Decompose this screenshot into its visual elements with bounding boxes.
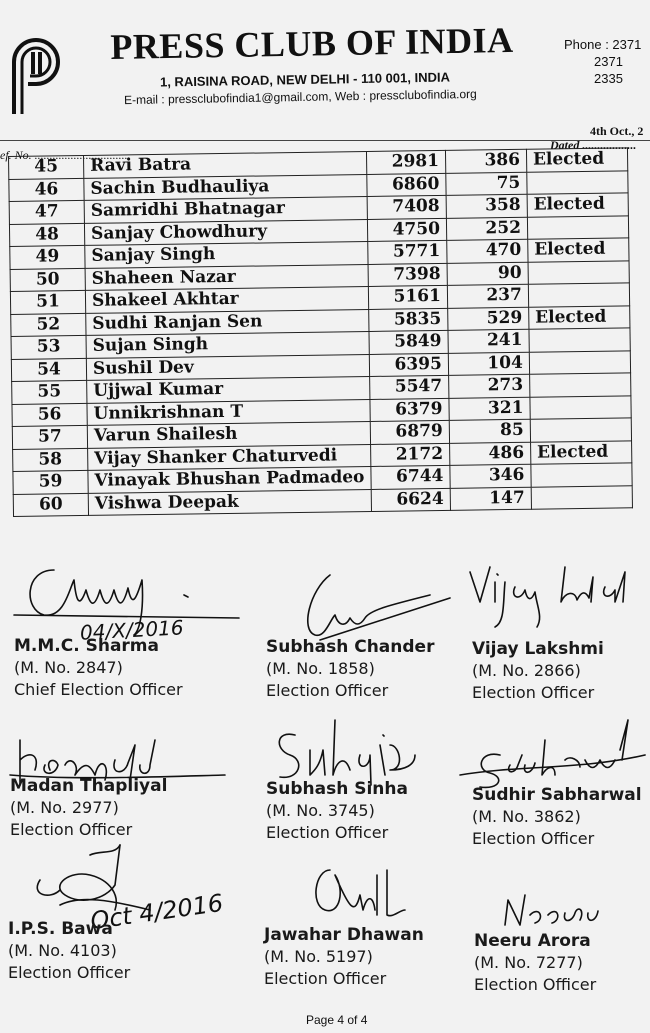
cell-votes: 273 — [449, 374, 530, 398]
cell-serial: 59 — [13, 470, 88, 494]
cell-member-no: 4750 — [367, 218, 446, 242]
cell-status — [529, 350, 630, 374]
club-title: PRESS CLUB OF INDIA — [110, 19, 514, 67]
cell-serial: 45 — [9, 155, 84, 179]
cell-serial: 55 — [12, 380, 87, 404]
cell-status — [530, 418, 631, 442]
cell-status — [528, 260, 629, 284]
officer-role: Election Officer — [472, 683, 595, 702]
results-table — [8, 147, 633, 517]
cell-candidate-name: Ujjwal Kumar — [87, 376, 370, 402]
officer-name: M.M.C. Sharma — [14, 636, 159, 656]
cell-status: Elected — [526, 148, 627, 172]
cell-serial: 50 — [10, 268, 85, 292]
cell-votes: 252 — [446, 217, 527, 241]
cell-status — [530, 395, 631, 419]
page-number: Page 4 of 4 — [306, 1013, 368, 1027]
cell-votes: 486 — [449, 442, 530, 466]
cell-serial: 60 — [13, 493, 88, 517]
cell-candidate-name: Ravi Batra — [83, 151, 366, 177]
phone-line-3: 2335 — [594, 71, 623, 86]
letter-date: 4th Oct., 2 — [590, 124, 644, 138]
results-table-body — [9, 148, 633, 517]
officer-subhash-chander — [266, 636, 434, 702]
officer-member-no: (M. No. 2977) — [10, 798, 119, 817]
cell-candidate-name: Sachin Budhauliya — [84, 174, 367, 200]
officer-name: Vijay Lakshmi — [472, 639, 604, 659]
officer-vijay-lakshmi — [472, 638, 604, 704]
cell-serial: 46 — [9, 178, 84, 202]
cell-member-no: 6395 — [369, 353, 448, 377]
cell-candidate-name: Varun Shailesh — [87, 421, 370, 447]
phone-line-1: Phone : 2371 — [564, 37, 642, 52]
cell-votes: 241 — [448, 329, 529, 353]
cell-member-no: 6379 — [370, 398, 449, 422]
cell-votes: 104 — [448, 352, 529, 376]
officer-name: I.P.S. Bawa — [8, 919, 113, 939]
cell-votes: 75 — [446, 172, 527, 196]
cell-candidate-name: Sanjay Chowdhury — [84, 219, 367, 245]
cell-candidate-name: Samridhi Bhatnagar — [84, 196, 367, 222]
officer-name: Subhash Sinha — [266, 779, 408, 799]
cell-member-no: 6624 — [371, 488, 450, 512]
officer-name: Sudhir Sabharwal — [472, 785, 642, 805]
signature-date-2: Oct 4/2016 — [88, 888, 225, 936]
cell-member-no: 5547 — [370, 375, 449, 399]
cell-votes: 346 — [450, 464, 531, 488]
officer-member-no: (M. No. 2847) — [14, 658, 123, 677]
cell-votes: 529 — [448, 307, 529, 331]
cell-member-no: 7398 — [368, 263, 447, 287]
cell-serial: 58 — [13, 448, 88, 472]
cell-member-no: 5161 — [368, 285, 447, 309]
dated-field: Dated .................. — [550, 138, 637, 152]
cell-serial: 53 — [11, 335, 86, 359]
cell-member-no: 6879 — [370, 420, 449, 444]
cell-serial: 49 — [10, 245, 85, 269]
officer-member-no: (M. No. 5197) — [264, 947, 373, 966]
cell-votes: 386 — [445, 149, 526, 173]
signature-date-1: 04/X/2016 — [79, 615, 185, 645]
officer-role: Chief Election Officer — [14, 680, 183, 699]
cell-candidate-name: Vishwa Deepak — [88, 489, 371, 515]
cell-votes: 85 — [449, 419, 530, 443]
officer-name: Madan Thapliyal — [10, 776, 168, 796]
officer-subhash-sinha — [266, 778, 408, 844]
phone-line-2: 2371 — [594, 54, 623, 69]
cell-votes: 237 — [447, 284, 528, 308]
cell-serial: 51 — [10, 290, 85, 314]
cell-status: Elected — [529, 305, 630, 329]
cell-votes: 147 — [450, 487, 531, 511]
cell-votes: 470 — [447, 239, 528, 263]
cell-serial: 54 — [11, 358, 86, 382]
press-club-logo — [6, 32, 66, 116]
cell-status — [530, 373, 631, 397]
officer-madan-thapliyal — [10, 775, 167, 841]
cell-member-no: 6860 — [367, 173, 446, 197]
cell-votes: 358 — [446, 194, 527, 218]
signature-sudhir-sabharwal — [460, 715, 650, 795]
cell-status — [531, 463, 632, 487]
officer-member-no: (M. No. 1858) — [266, 659, 375, 678]
officer-name: Jawahar Dhawan — [264, 925, 424, 945]
officer-member-no: (M. No. 4103) — [8, 941, 117, 960]
cell-serial: 47 — [9, 200, 84, 224]
cell-status: Elected — [530, 440, 631, 464]
cell-member-no: 6744 — [371, 465, 450, 489]
cell-candidate-name: Vinayak Bhushan Padmadeo — [88, 466, 371, 492]
cell-candidate-name: Shakeel Akhtar — [85, 286, 368, 312]
cell-serial: 48 — [9, 223, 84, 247]
cell-member-no: 2981 — [366, 150, 445, 174]
officer-name: Subhash Chander — [266, 637, 435, 657]
cell-candidate-name: Shaheen Nazar — [85, 264, 368, 290]
phone-block — [564, 36, 641, 87]
officer-role: Election Officer — [264, 969, 387, 988]
officer-role: Election Officer — [472, 829, 595, 848]
cell-serial: 57 — [12, 425, 87, 449]
officer-role: Election Officer — [266, 681, 389, 700]
cell-status — [531, 485, 632, 509]
cell-member-no: 2172 — [370, 443, 449, 467]
cell-votes: 321 — [449, 397, 530, 421]
cell-candidate-name: Unnikrishnan T — [87, 399, 370, 425]
officer-role: Election Officer — [266, 823, 389, 842]
officer-role: Election Officer — [10, 820, 133, 839]
cell-candidate-name: Vijay Shanker Chaturvedi — [88, 444, 371, 470]
ref-number-field: ef. No. ............................... — [0, 148, 128, 162]
cell-candidate-name: Sujan Singh — [86, 331, 369, 357]
club-address: 1, RAISINA ROAD, NEW DELHI - 110 001, INDIA — [159, 69, 451, 90]
officer-sudhir-sabharwal — [472, 784, 642, 850]
officer-mmc-sharma — [14, 635, 183, 701]
officer-role: Election Officer — [474, 975, 597, 994]
cell-status: Elected — [528, 238, 629, 262]
signature-vijay-lakshmi — [465, 562, 650, 632]
cell-status — [527, 215, 628, 239]
cell-candidate-name: Sushil Dev — [86, 354, 369, 380]
cell-member-no: 5849 — [369, 330, 448, 354]
signature-jawahar-dhawan — [305, 860, 415, 930]
club-contact: E-mail : pressclubofindia1@gmail.com, Web : pressclubofindia.org — [123, 86, 477, 108]
officer-neeru-arora — [474, 930, 596, 996]
officer-member-no: (M. No. 7277) — [474, 953, 583, 972]
officer-role: Election Officer — [8, 963, 131, 982]
cell-member-no: 7408 — [367, 195, 446, 219]
cell-member-no: 5835 — [369, 308, 448, 332]
officer-member-no: (M. No. 2866) — [472, 661, 581, 680]
cell-status: Elected — [527, 193, 628, 217]
cell-status — [527, 170, 628, 194]
officer-ips-bawa — [8, 918, 130, 984]
cell-serial: 52 — [11, 313, 86, 337]
signature-neeru-arora — [500, 885, 610, 935]
cell-candidate-name: Sudhi Ranjan Sen — [86, 309, 369, 335]
officer-member-no: (M. No. 3862) — [472, 807, 581, 826]
cell-status — [528, 283, 629, 307]
cell-candidate-name: Sanjay Singh — [85, 241, 368, 267]
cell-serial: 56 — [12, 403, 87, 427]
cell-status — [529, 328, 630, 352]
cell-votes: 90 — [447, 262, 528, 286]
officer-member-no: (M. No. 3745) — [266, 801, 375, 820]
officer-jawahar-dhawan — [264, 924, 424, 990]
cell-member-no: 5771 — [368, 240, 447, 264]
officer-name: Neeru Arora — [474, 931, 591, 951]
